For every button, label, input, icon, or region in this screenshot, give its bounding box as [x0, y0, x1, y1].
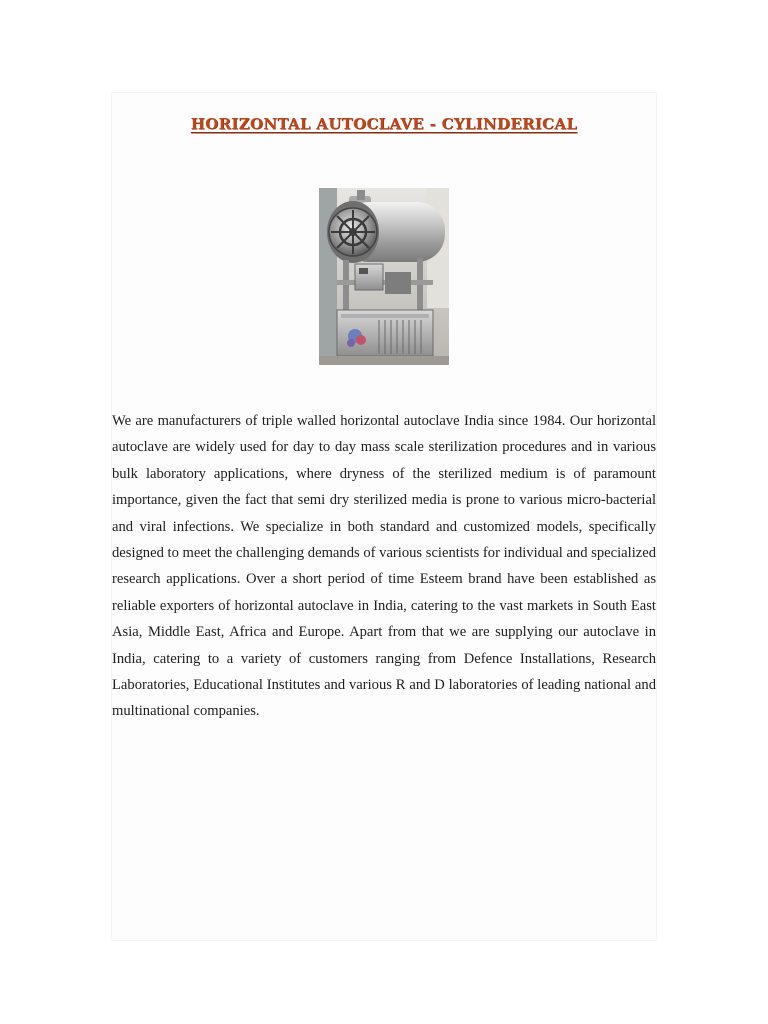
document-page [112, 93, 656, 940]
body-paragraph: We are manufacturers of triple walled horizontal autoclave India since 1984. Our horizontal autoclave are widely used for day to day mass scale sterilization procedures and in various bulk laboratory applications, where dryness of the sterilized medium is of paramount importance, given the fact that semi dry sterilized media is prone to various micro-bacterial and viral infections. We specialize in both standard and customized models, specifically designed to meet the challenging demands of various scientists for individual and specialized research applications. Over a short period of time Esteem brand have been established as reliable exporters of horizontal autoclave in India, catering to the vast markets in South East Asia, Middle East, Africa and Europe. Apart from that we are supplying our autoclave in India, catering to a variety of customers ranging from Defence Installations, Research Laboratories, Educational Institutes and various R and D laboratories of leading national and multinational companies. [112, 413, 656, 720]
autoclave-photo [319, 188, 449, 365]
page-title: HORIZONTAL AUTOCLAVE - CYLINDERICAL [190, 115, 578, 133]
